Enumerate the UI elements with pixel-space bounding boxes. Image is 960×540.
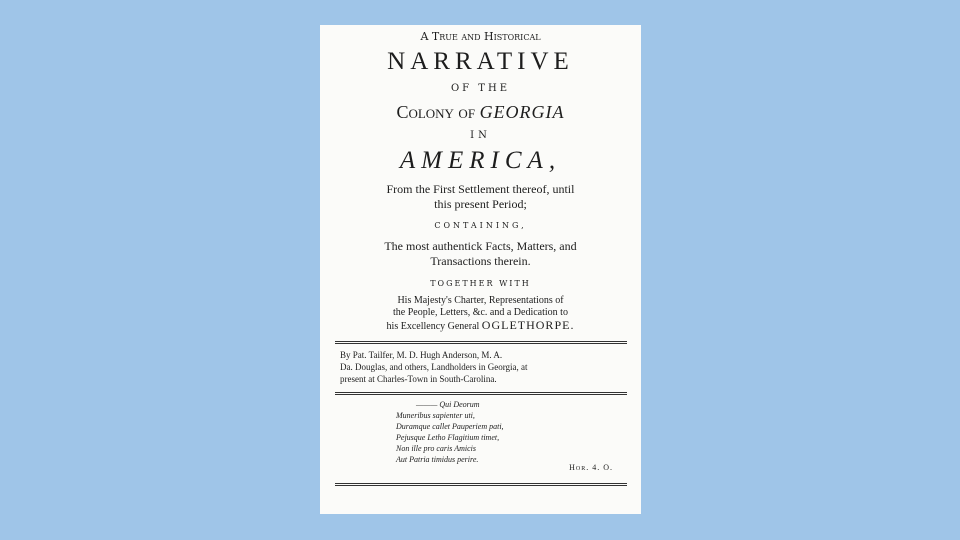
epigraph-line: ——— Qui Deorum	[416, 400, 480, 409]
title-colony-of-georgia	[320, 101, 641, 123]
containing-label: CONTAINING,	[434, 221, 527, 230]
authors-text	[320, 349, 641, 385]
divider-rule	[335, 341, 627, 344]
subtitle-line: this present Period;	[434, 197, 527, 211]
authors-line: Da. Douglas, and others, Landholders in Georgia, at	[340, 362, 528, 372]
divider-rule	[335, 392, 627, 395]
facts-line: Transactions therein.	[430, 254, 531, 268]
epigraph-citation: Hor. 4. O.	[569, 463, 613, 472]
title-america: AMERICA,	[399, 147, 562, 174]
subtitle-from-first-settlement	[320, 182, 641, 212]
title-page-scan	[320, 25, 641, 514]
title-colony-word: Colony of	[396, 102, 476, 122]
title-georgia-word: GEORGIA	[479, 102, 565, 122]
charter-line	[320, 319, 641, 333]
epigraph-line: Non ille pro caris Amicis	[396, 444, 476, 453]
title-of-the: OF THE	[450, 83, 510, 94]
together-with-label: TOGETHER WITH	[430, 279, 531, 288]
epigraph-line: Muneribus sapienter uti,	[396, 411, 475, 420]
title-in: IN	[470, 130, 491, 141]
facts-line: The most authentick Facts, Matters, and	[384, 239, 577, 253]
charter-text	[320, 295, 641, 333]
facts-matters-text	[320, 239, 641, 269]
authors-line: By Pat. Tailfer, M. D. Hugh Anderson, M. A.	[340, 350, 503, 360]
title-narrative: NARRATIVE	[387, 48, 574, 75]
oglethorpe-name: OGLETHORPE.	[481, 318, 575, 332]
epigraph-line: Pejusque Letho Flagitium timet,	[396, 433, 500, 442]
charter-line: His Majesty's Charter, Representations of	[397, 295, 564, 306]
epigraph-line: Duramque callet Pauperiem pati,	[396, 422, 504, 431]
epigraph-lines	[396, 399, 504, 465]
charter-line: the People, Letters, &c. and a Dedication to	[393, 307, 568, 318]
epigraph	[320, 399, 641, 477]
subtitle-line: From the First Settlement thereof, until	[386, 182, 575, 196]
charter-prefix: his Excellency General	[386, 321, 480, 332]
title-line-true-historical: A True and Historical	[420, 30, 541, 43]
epigraph-line: Aut Patria timidus perire.	[396, 455, 479, 464]
authors-line: present at Charles-Town in South-Carolina.	[340, 374, 497, 384]
bottom-rule	[335, 483, 627, 486]
